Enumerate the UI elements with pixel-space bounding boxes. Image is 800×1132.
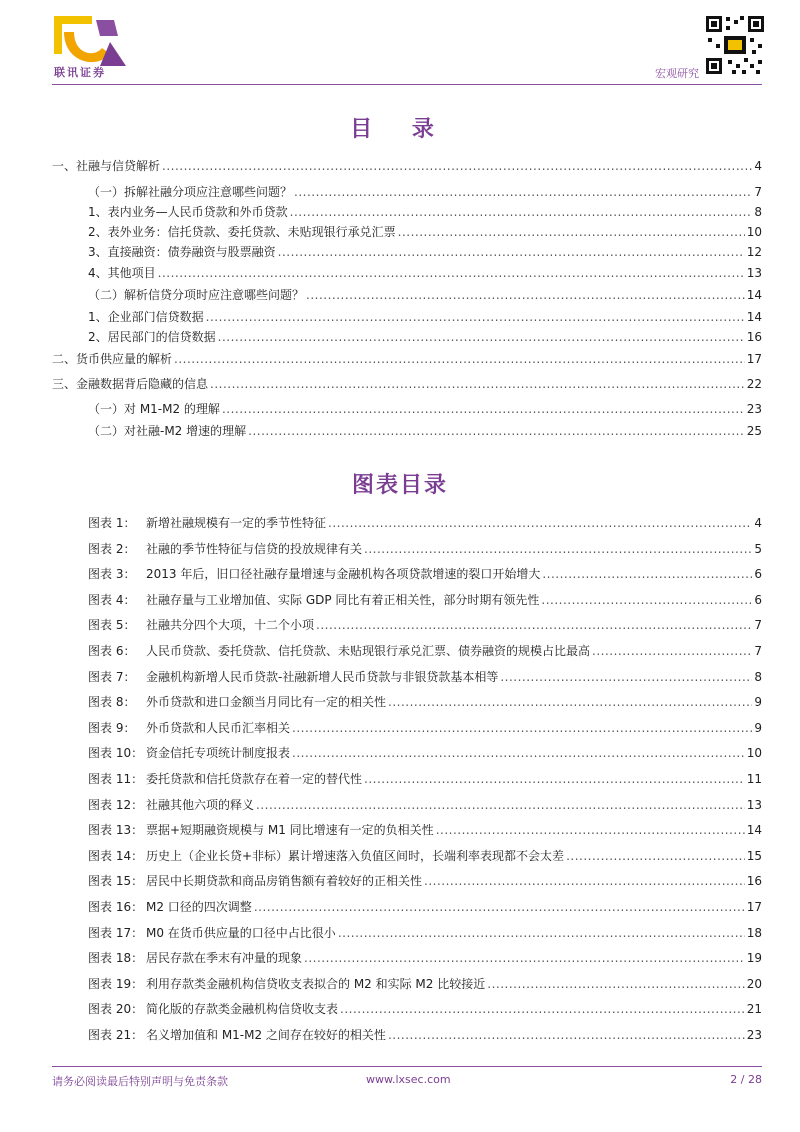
- figure-entry-page: 6: [754, 592, 762, 607]
- figure-entry-label: 委托贷款和信托贷款存在着一定的替代性: [146, 772, 363, 786]
- figure-leader-dots: [364, 542, 752, 556]
- toc-entry-page: 10: [746, 225, 762, 239]
- toc-entry[interactable]: [88, 288, 762, 302]
- footer-disclaimer: 请务必阅读最后特别声明与免责条款: [52, 1075, 228, 1088]
- figure-entry-page: 11: [746, 772, 762, 786]
- figure-entry-page: 6: [754, 567, 762, 582]
- toc-entry-page: 16: [746, 330, 762, 344]
- figure-entry-page: 15: [746, 848, 762, 863]
- figure-entry[interactable]: [88, 593, 762, 607]
- figure-leader-dots: [424, 874, 745, 888]
- toc-entry-label: （二）解析信贷分项时应注意哪些问题？: [88, 288, 305, 302]
- toc-entry[interactable]: [88, 266, 762, 280]
- toc-leader-dots: [278, 245, 745, 259]
- figure-entry-label: 新增社融规模有一定的季节性特征: [146, 516, 327, 530]
- toc-leader-dots: [290, 205, 753, 219]
- toc-entry[interactable]: [52, 352, 762, 366]
- toc-leader-dots: [398, 225, 745, 239]
- figure-entry-page: 23: [746, 1028, 762, 1042]
- figure-entry-label: 社融共分四个大项，十二个小项: [146, 618, 315, 633]
- figure-entry-number: 图表 19：: [88, 976, 144, 991]
- figure-entry[interactable]: [88, 721, 762, 735]
- figure-entry-page: 5: [754, 541, 762, 556]
- toc-entry[interactable]: [88, 424, 762, 438]
- toc-leader-dots: [222, 402, 745, 416]
- figure-entry-number: 图表 12：: [88, 797, 144, 812]
- figure-entry-label: 人民币贷款、委托贷款、信托贷款、未贴现银行承兑汇票、债券融资的规模占比最高: [146, 644, 591, 658]
- footer-page-number: 2 / 28: [730, 1073, 762, 1086]
- toc-entry-page: 14: [746, 310, 762, 324]
- figure-entry-label: 2013 年后，旧口径社融存量增速与金融机构各项贷款增速的裂口开始增大: [146, 567, 541, 582]
- toc-entry-label: 1、企业部门信贷数据: [88, 310, 204, 324]
- toc-entry-label: 4、其他项目: [88, 266, 156, 280]
- figure-leader-dots: [340, 1002, 745, 1016]
- figure-leader-dots: [364, 772, 745, 786]
- figure-entry-number: 图表 8：: [88, 695, 136, 710]
- figure-entry-number: 图表 10：: [88, 746, 144, 761]
- toc-entry-label: （一）对 M1-M2 的理解: [88, 402, 220, 416]
- figure-entry-page: 14: [746, 823, 762, 838]
- figure-entry-page: 9: [754, 720, 762, 735]
- figure-leader-dots: [592, 644, 752, 658]
- figure-entry[interactable]: [88, 1028, 762, 1042]
- figure-entry-label: 名义增加值和 M1-M2 之间存在较好的相关性: [146, 1028, 386, 1042]
- figure-entry-number: 图表 11：: [88, 772, 144, 786]
- figure-entry[interactable]: [88, 951, 762, 965]
- toc-entry-page: 8: [754, 205, 762, 219]
- figure-entry-number: 图表 7：: [88, 669, 136, 684]
- figure-entry-number: 图表 6：: [88, 644, 136, 658]
- toc-leader-dots: [210, 377, 745, 391]
- figure-entry-page: 16: [746, 874, 762, 889]
- figure-entry-page: 7: [754, 618, 762, 633]
- figure-entry-number: 图表 5：: [88, 618, 136, 633]
- toc-entry-label: （二）对社融-M2 增速的理解: [88, 424, 247, 438]
- figure-entry-label: 社融的季节性特征与信贷的投放规律有关: [146, 541, 363, 556]
- figure-entry-page: 10: [746, 746, 762, 761]
- figure-leader-dots: [338, 926, 745, 940]
- toc-entry-page: 4: [754, 159, 762, 173]
- toc-entry-page: 23: [746, 402, 762, 416]
- figure-entry[interactable]: [88, 695, 762, 709]
- figure-leader-dots: [292, 746, 745, 760]
- toc-entry-label: 1、表内业务—人民币贷款和外币贷款: [88, 205, 288, 219]
- toc-entry-label: 二、货币供应量的解析: [52, 352, 173, 366]
- figure-entry-number: 图表 1：: [88, 516, 136, 530]
- figure-entry-label: 社融存量与工业增加值、实际 GDP 同比有着正相关性，部分时期有领先性: [146, 592, 540, 607]
- figure-entry-label: 外币贷款和人民币汇率相关: [146, 720, 291, 735]
- figure-entry-page: 7: [754, 644, 762, 658]
- figure-entry-number: 图表 20：: [88, 1002, 144, 1017]
- figure-entry[interactable]: [88, 874, 762, 888]
- toc-entry[interactable]: [88, 205, 762, 219]
- footer-website[interactable]: www.lxsec.com: [366, 1073, 451, 1086]
- figure-entry-number: 图表 13：: [88, 823, 144, 838]
- department-label: 宏观研究: [655, 67, 699, 80]
- toc-leader-dots: [162, 159, 752, 173]
- figure-leader-dots: [500, 670, 752, 684]
- toc-entry-label: 三、金融数据背后隐藏的信息: [52, 377, 209, 391]
- toc-entry-page: 12: [746, 245, 762, 259]
- toc-entry[interactable]: [88, 310, 762, 324]
- figure-entry[interactable]: [88, 977, 762, 991]
- toc-entry-page: 13: [746, 266, 762, 280]
- figure-entry-label: 资金信托专项统计制度报表: [146, 746, 291, 761]
- header-divider: [52, 84, 762, 85]
- figure-entry-number: 图表 16：: [88, 900, 144, 914]
- figure-entry-label: 历史上（企业长贷+非标）累计增速落入负值区间时，长端利率表现都不会太差: [146, 848, 565, 863]
- figure-entry-number: 图表 4：: [88, 592, 136, 607]
- figure-leader-dots: [254, 900, 745, 914]
- figure-entry-label: 简化版的存款类金融机构信贷收支表: [146, 1002, 339, 1017]
- figure-entry-number: 图表 15：: [88, 874, 144, 889]
- toc-entry[interactable]: [52, 377, 762, 391]
- figure-leader-dots: [316, 618, 752, 632]
- toc-entry-label: 2、居民部门的信贷数据: [88, 330, 216, 344]
- figure-entry-page: 13: [746, 797, 762, 812]
- figure-leader-dots: [566, 849, 745, 863]
- figure-leader-dots: [256, 798, 745, 812]
- figure-entry[interactable]: [88, 542, 762, 556]
- figure-leader-dots: [542, 567, 752, 581]
- footer-divider: [52, 1066, 762, 1067]
- toc-entry[interactable]: [88, 225, 762, 239]
- toc-leader-dots: [248, 424, 745, 438]
- figure-leader-dots: [436, 823, 745, 837]
- toc-entry-page: 7: [754, 185, 762, 199]
- figure-entry-page: 8: [754, 669, 762, 684]
- figure-entry-label: 居民中长期贷款和商品房销售额有着较好的正相关性: [146, 874, 423, 889]
- figure-leader-dots: [304, 951, 745, 965]
- toc-entry-page: 22: [746, 377, 762, 391]
- figure-entry-number: 图表 18：: [88, 951, 144, 966]
- toc-entry-label: 一、社融与信贷解析: [52, 159, 161, 173]
- figure-leader-dots: [388, 1028, 745, 1042]
- toc-entry-page: 17: [746, 352, 762, 366]
- figure-entry[interactable]: [88, 670, 762, 684]
- figure-entry[interactable]: [88, 567, 762, 581]
- toc-entry-page: 25: [746, 424, 762, 438]
- toc-entry-label: 2、表外业务：信托贷款、委托贷款、未贴现银行承兑汇票: [88, 225, 396, 239]
- toc-entry[interactable]: [88, 402, 762, 416]
- figure-entry-label: M2 口径的四次调整: [146, 900, 252, 914]
- figure-entry-page: 17: [746, 900, 762, 914]
- figure-entry-label: 居民存款在季末有冲量的现象: [146, 951, 303, 966]
- toc-leader-dots: [206, 310, 745, 324]
- toc-leader-dots: [218, 330, 745, 344]
- figures-title: 图表目录: [351, 473, 448, 498]
- figure-entry-number: 图表 3：: [88, 567, 136, 582]
- figure-entry-page: 21: [746, 1002, 762, 1017]
- figure-entry-number: 图表 9：: [88, 720, 136, 735]
- figure-entry-label: M0 在货币供应量的口径中占比很小: [146, 925, 336, 940]
- toc-entry[interactable]: [88, 185, 762, 199]
- figure-entry-label: 票据+短期融资规模与 M1 同比增速有一定的负相关性: [146, 823, 434, 838]
- toc-entry[interactable]: [88, 330, 762, 344]
- figure-entry-page: 4: [754, 516, 762, 530]
- figure-entry-page: 18: [746, 925, 762, 940]
- figure-entry-number: 图表 21：: [88, 1028, 144, 1042]
- figure-entry[interactable]: [88, 798, 762, 812]
- figure-entry[interactable]: [88, 746, 762, 760]
- figure-entry[interactable]: [88, 849, 762, 863]
- figure-entry[interactable]: [88, 618, 762, 632]
- toc-entry-label: （一）拆解社融分项应注意哪些问题？: [88, 185, 293, 199]
- figure-entry[interactable]: [88, 823, 762, 837]
- figure-entry-number: 图表 2：: [88, 541, 136, 556]
- qr-code-icon: [704, 14, 766, 76]
- figure-entry[interactable]: [88, 644, 762, 658]
- figure-entry[interactable]: [88, 926, 762, 940]
- figure-leader-dots: [487, 977, 744, 991]
- figure-entry-page: 19: [746, 951, 762, 966]
- figure-entry-label: 金融机构新增人民币贷款-社融新增人民币贷款与非银贷款基本相等: [146, 669, 499, 684]
- figure-entry[interactable]: [88, 516, 762, 530]
- figure-entry-label: 利用存款类金融机构信贷收支表拟合的 M2 和实际 M2 比较接近: [146, 976, 486, 991]
- toc-leader-dots: [158, 266, 745, 280]
- toc-leader-dots: [174, 352, 745, 366]
- figure-entry-label: 社融其他六项的释义: [146, 797, 255, 812]
- toc-entry[interactable]: [88, 245, 762, 259]
- figure-entry-number: 图表 17：: [88, 925, 144, 940]
- figure-entry-number: 图表 14：: [88, 848, 144, 863]
- toc-title: 目 录: [350, 117, 450, 142]
- toc-entry-page: 14: [746, 288, 762, 302]
- figure-entry[interactable]: [88, 772, 762, 786]
- toc-leader-dots: [294, 185, 752, 199]
- figure-entry-label: 外币贷款和进口金额当月同比有一定的相关性: [146, 695, 387, 710]
- toc-entry-label: 3、直接融资：债券融资与股票融资: [88, 245, 276, 259]
- figure-entry-page: 9: [754, 695, 762, 710]
- figure-entry-page: 20: [746, 976, 762, 991]
- toc-entry[interactable]: [52, 159, 762, 173]
- figure-entry[interactable]: [88, 1002, 762, 1016]
- figure-leader-dots: [388, 695, 752, 709]
- figure-leader-dots: [541, 593, 752, 607]
- toc-leader-dots: [306, 288, 745, 302]
- figure-entry[interactable]: [88, 900, 762, 914]
- logo-text: 联讯证券: [54, 66, 106, 79]
- figure-leader-dots: [292, 721, 752, 735]
- figure-leader-dots: [328, 516, 752, 530]
